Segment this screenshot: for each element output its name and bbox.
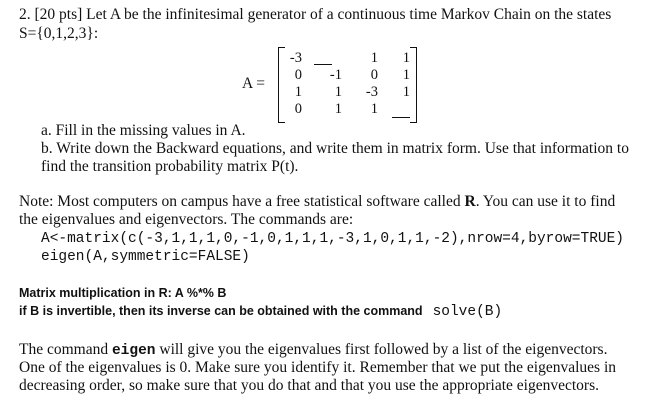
matrix-cell-1-2: 0 — [370, 67, 378, 83]
matrix-cell-1-1: -1 — [329, 67, 342, 83]
code-matrix-command: A<-matrix(c(-3,1,1,1,0,-1,0,1,1,1,-3,1,0,1,1,-2),nrow=4,byrow=TRUE) — [41, 231, 624, 247]
matrix-cell-1-3: 1 — [402, 67, 410, 83]
hint-inverse-text: if B is invertible, then its inverse can be obtained with the command — [19, 304, 423, 318]
matrix-cell-0-3: 1 — [402, 50, 410, 66]
matrix-cell-2-3: 1 — [402, 84, 410, 100]
closing-line-1 — [19, 341, 607, 360]
matrix-cell-3-2: 1 — [370, 101, 378, 117]
part-b-line-1: b. Write down the Backward equations, and write them in matrix form. Use that information to — [41, 140, 629, 157]
closing-eigen-command: eigen — [111, 343, 156, 359]
matrix-cell-2-0: 1 — [294, 84, 302, 100]
problem-header-line-1: 2. [20 pts] Let A be the infinitesimal generator of a continuous time Markov Chain on the states — [19, 6, 612, 23]
matrix-cell-3-0: 0 — [294, 101, 302, 117]
note-line-1-text: Note: Most computers on campus have a free statistical software called — [19, 193, 465, 210]
note-line-1 — [19, 193, 615, 211]
problem-header-line-2: S={0,1,2,3}: — [19, 25, 99, 42]
code-eigen-command: eigen(A,symmetric=FALSE) — [41, 249, 250, 265]
matrix-blank-0-1 — [314, 64, 332, 65]
matrix-cell-0-0: -3 — [289, 50, 302, 66]
hint-inverse — [19, 302, 502, 321]
part-a: a. Fill in the missing values in A. — [41, 122, 246, 139]
closing-line-2: One of the eigenvalues is 0. Make sure you identify it. Remember that we put the eigenvalues in — [19, 359, 617, 376]
matrix-cell-2-2: -3 — [365, 84, 378, 100]
hint-inverse-command: solve(B) — [432, 304, 503, 320]
closing-line-3: decreasing order, so make sure that you do that and that you use the appropriate eigenvectors. — [19, 377, 600, 394]
closing-line-1-tail: will give you the eigenvalues first followed by a list of the eigenvectors. — [155, 341, 608, 358]
matrix-right-bracket — [410, 47, 417, 123]
matrix-cell-3-1: 1 — [334, 101, 342, 117]
matrix-cell-0-2: 1 — [370, 50, 378, 66]
matrix-label: A = — [242, 75, 265, 92]
note-line-2: the eigenvalues and eigenvectors. The commands are: — [19, 211, 354, 228]
matrix-cell-1-0: 0 — [294, 67, 302, 83]
hint-matrix-multiplication: Matrix multiplication in R: A %*% B — [19, 286, 227, 300]
matrix-cell-2-1: 1 — [334, 84, 342, 100]
note-software-name: R — [464, 193, 476, 210]
part-b-line-2: find the transition probability matrix P(t). — [41, 158, 299, 175]
note-line-1-tail: . You can use it to find — [475, 193, 616, 210]
closing-line-1-text: The command — [19, 341, 112, 358]
matrix-blank-3-3 — [392, 117, 410, 118]
